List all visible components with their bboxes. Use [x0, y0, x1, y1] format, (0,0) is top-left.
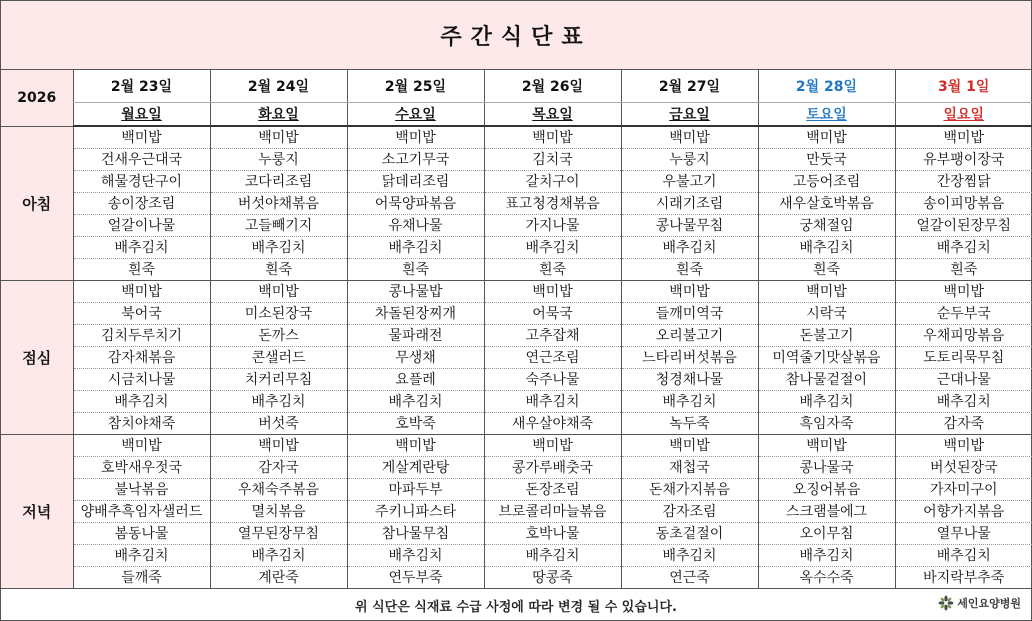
menu-cell: 호박죽 [347, 412, 484, 434]
weekday-label: 월요일 [121, 106, 162, 123]
weekday-header [895, 102, 1032, 126]
menu-cell: 김치국 [484, 148, 621, 170]
menu-cell: 청경채나물 [621, 368, 758, 390]
menu-cell: 배추김치 [621, 390, 758, 412]
menu-row [1, 258, 1032, 280]
menu-cell: 배추김치 [758, 236, 895, 258]
weekday-label: 토요일 [806, 106, 847, 123]
menu-cell: 백미밥 [621, 280, 758, 302]
menu-cell: 소고기무국 [347, 148, 484, 170]
menu-cell: 백미밥 [73, 434, 210, 456]
menu-cell: 녹두죽 [621, 412, 758, 434]
menu-cell: 들깨죽 [73, 566, 210, 588]
title-bar [1, 1, 1031, 70]
weekday-label: 목요일 [532, 106, 573, 123]
menu-cell: 백미밥 [73, 280, 210, 302]
menu-cell: 흰죽 [73, 258, 210, 280]
menu-cell: 우불고기 [621, 170, 758, 192]
menu-cell: 버섯야채볶음 [210, 192, 347, 214]
menu-cell: 배추김치 [210, 236, 347, 258]
menu-cell: 근대나물 [895, 368, 1032, 390]
menu-cell: 가지나물 [484, 214, 621, 236]
menu-cell: 백미밥 [210, 126, 347, 148]
meal-label: 저녁 [1, 434, 73, 588]
menu-cell: 불낙볶음 [73, 478, 210, 500]
menu-cell: 콘샐러드 [210, 346, 347, 368]
menu-cell: 어묵국 [484, 302, 621, 324]
menu-cell: 스크램블에그 [758, 500, 895, 522]
menu-cell: 주키니파스타 [347, 500, 484, 522]
menu-cell: 감자죽 [895, 412, 1032, 434]
weekday-row [1, 102, 1032, 126]
menu-cell: 백미밥 [621, 126, 758, 148]
menu-cell: 송이피망볶음 [895, 192, 1032, 214]
menu-cell: 가자미구이 [895, 478, 1032, 500]
menu-cell: 무생채 [347, 346, 484, 368]
weekday-header [758, 102, 895, 126]
menu-row [1, 236, 1032, 258]
menu-cell: 숙주나물 [484, 368, 621, 390]
menu-cell: 돈불고기 [758, 324, 895, 346]
menu-cell: 들깨미역국 [621, 302, 758, 324]
menu-cell: 옥수수죽 [758, 566, 895, 588]
menu-cell: 마파두부 [347, 478, 484, 500]
menu-row [1, 324, 1032, 346]
menu-cell: 백미밥 [347, 434, 484, 456]
menu-cell: 도토리묵무침 [895, 346, 1032, 368]
footer-notice: 위 식단은 식재료 수급 사정에 따라 변경 될 수 있습니다. [355, 600, 677, 615]
weekday-header [347, 102, 484, 126]
menu-row [1, 456, 1032, 478]
menu-cell: 백미밥 [758, 434, 895, 456]
menu-row [1, 214, 1032, 236]
menu-cell: 콩나물국 [758, 456, 895, 478]
menu-cell: 배추김치 [73, 236, 210, 258]
menu-cell: 북어국 [73, 302, 210, 324]
menu-cell: 치커리무침 [210, 368, 347, 390]
menu-row [1, 170, 1032, 192]
menu-cell: 어묵양파볶음 [347, 192, 484, 214]
menu-cell: 배추김치 [484, 390, 621, 412]
menu-cell: 송이장조림 [73, 192, 210, 214]
menu-cell: 연두부죽 [347, 566, 484, 588]
menu-cell: 동초겉절이 [621, 522, 758, 544]
menu-cell: 우채피망볶음 [895, 324, 1032, 346]
menu-cell: 어향가지볶음 [895, 500, 1032, 522]
menu-cell: 재첩국 [621, 456, 758, 478]
menu-cell: 버섯죽 [210, 412, 347, 434]
menu-cell: 배추김치 [73, 390, 210, 412]
date-header: 2월 26일 [484, 70, 621, 102]
menu-row [1, 126, 1032, 148]
menu-cell: 백미밥 [73, 126, 210, 148]
menu-cell: 김치두루치기 [73, 324, 210, 346]
menu-cell: 오징어볶음 [758, 478, 895, 500]
menu-cell: 계란죽 [210, 566, 347, 588]
weekday-header [621, 102, 758, 126]
menu-cell: 열무된장무침 [210, 522, 347, 544]
menu-cell: 우채숙주볶음 [210, 478, 347, 500]
menu-cell: 콩가루배춧국 [484, 456, 621, 478]
menu-cell: 새우살호박볶음 [758, 192, 895, 214]
weekday-label: 금요일 [669, 106, 710, 123]
menu-cell: 백미밥 [484, 126, 621, 148]
menu-cell: 배추김치 [621, 236, 758, 258]
menu-cell: 백미밥 [347, 126, 484, 148]
menu-cell: 백미밥 [621, 434, 758, 456]
menu-cell: 고등어조림 [758, 170, 895, 192]
menu-cell: 배추김치 [484, 236, 621, 258]
menu-row [1, 148, 1032, 170]
menu-cell: 표고청경채볶음 [484, 192, 621, 214]
menu-cell: 시금치나물 [73, 368, 210, 390]
menu-cell: 콩나물무침 [621, 214, 758, 236]
menu-cell: 감자채볶음 [73, 346, 210, 368]
menu-row [1, 434, 1032, 456]
menu-cell: 물파래전 [347, 324, 484, 346]
menu-cell: 바지락부추죽 [895, 566, 1032, 588]
menu-cell: 유채나물 [347, 214, 484, 236]
menu-table [1, 70, 1032, 589]
weekday-label: 화요일 [258, 106, 299, 123]
menu-cell: 간장찜닭 [895, 170, 1032, 192]
menu-cell: 느타리버섯볶음 [621, 346, 758, 368]
menu-cell: 갈치구이 [484, 170, 621, 192]
menu-cell: 백미밥 [758, 280, 895, 302]
menu-cell: 배추김치 [73, 544, 210, 566]
menu-cell: 배추김치 [347, 236, 484, 258]
menu-cell: 유부팽이장국 [895, 148, 1032, 170]
meal-label: 아침 [1, 126, 73, 280]
weekday-label: 일요일 [943, 106, 985, 123]
menu-cell: 배추김치 [347, 390, 484, 412]
weekday-label: 수요일 [395, 106, 436, 123]
menu-cell: 콩나물밥 [347, 280, 484, 302]
menu-cell: 시락국 [758, 302, 895, 324]
menu-row [1, 544, 1032, 566]
menu-cell: 누룽지 [210, 148, 347, 170]
menu-cell: 얼갈이나물 [73, 214, 210, 236]
date-header: 2월 25일 [347, 70, 484, 102]
date-header: 2월 23일 [73, 70, 210, 102]
menu-cell: 백미밥 [484, 434, 621, 456]
menu-cell: 차돌된장찌개 [347, 302, 484, 324]
menu-row [1, 500, 1032, 522]
menu-cell: 요플레 [347, 368, 484, 390]
weekday-header [73, 102, 210, 126]
menu-cell: 돈장조림 [484, 478, 621, 500]
menu-row [1, 346, 1032, 368]
date-header: 3월 1일 [895, 70, 1032, 102]
menu-cell: 순두부국 [895, 302, 1032, 324]
menu-cell: 오이무침 [758, 522, 895, 544]
meal-label: 점심 [1, 280, 73, 434]
menu-cell: 양배추흑임자샐러드 [73, 500, 210, 522]
menu-cell: 백미밥 [210, 280, 347, 302]
menu-row [1, 280, 1032, 302]
menu-cell: 배추김치 [758, 544, 895, 566]
menu-cell: 게살계란탕 [347, 456, 484, 478]
menu-cell: 연근조림 [484, 346, 621, 368]
menu-cell: 흰죽 [484, 258, 621, 280]
menu-cell: 백미밥 [895, 280, 1032, 302]
menu-cell: 버섯된장국 [895, 456, 1032, 478]
menu-cell: 돈채가지볶음 [621, 478, 758, 500]
footer [1, 590, 1031, 621]
menu-cell: 브로콜리마늘볶음 [484, 500, 621, 522]
menu-row [1, 302, 1032, 324]
date-header: 2월 24일 [210, 70, 347, 102]
menu-cell: 해물경단구이 [73, 170, 210, 192]
menu-cell: 흰죽 [347, 258, 484, 280]
menu-cell: 배추김치 [210, 390, 347, 412]
menu-cell: 배추김치 [484, 544, 621, 566]
menu-cell: 백미밥 [210, 434, 347, 456]
menu-cell: 배추김치 [758, 390, 895, 412]
menu-row [1, 412, 1032, 434]
menu-cell: 열무나물 [895, 522, 1032, 544]
menu-cell: 연근죽 [621, 566, 758, 588]
menu-row [1, 390, 1032, 412]
menu-cell: 감자조림 [621, 500, 758, 522]
menu-cell: 호박나물 [484, 522, 621, 544]
menu-cell: 배추김치 [895, 390, 1032, 412]
menu-cell: 봄동나물 [73, 522, 210, 544]
leaf-cluster-icon [938, 595, 954, 611]
menu-row [1, 522, 1032, 544]
menu-cell: 참나물무침 [347, 522, 484, 544]
menu-cell: 닭데리조림 [347, 170, 484, 192]
menu-cell: 땅콩죽 [484, 566, 621, 588]
menu-cell: 얼갈이된장무침 [895, 214, 1032, 236]
menu-cell: 미소된장국 [210, 302, 347, 324]
date-row [1, 70, 1032, 102]
menu-cell: 백미밥 [895, 126, 1032, 148]
page-title: 주간식단표 [440, 24, 592, 50]
date-header: 2월 27일 [621, 70, 758, 102]
menu-cell: 시래기조림 [621, 192, 758, 214]
menu-row [1, 566, 1032, 588]
menu-cell: 흰죽 [210, 258, 347, 280]
menu-cell: 배추김치 [210, 544, 347, 566]
menu-cell: 백미밥 [758, 126, 895, 148]
menu-row [1, 368, 1032, 390]
menu-cell: 배추김치 [347, 544, 484, 566]
menu-cell: 고추잡채 [484, 324, 621, 346]
hospital-logo [938, 595, 1021, 611]
menu-cell: 흰죽 [758, 258, 895, 280]
menu-cell: 배추김치 [895, 236, 1032, 258]
menu-row [1, 478, 1032, 500]
menu-cell: 돈까스 [210, 324, 347, 346]
date-header: 2월 28일 [758, 70, 895, 102]
menu-cell: 오리불고기 [621, 324, 758, 346]
menu-cell: 흰죽 [895, 258, 1032, 280]
menu-cell: 백미밥 [484, 280, 621, 302]
year-cell: 2026 [1, 70, 73, 126]
menu-cell: 참나물겉절이 [758, 368, 895, 390]
menu-cell: 누룽지 [621, 148, 758, 170]
menu-cell: 건새우근대국 [73, 148, 210, 170]
menu-cell: 백미밥 [895, 434, 1032, 456]
menu-cell: 궁채절임 [758, 214, 895, 236]
menu-cell: 감자국 [210, 456, 347, 478]
menu-cell: 참치야채죽 [73, 412, 210, 434]
menu-row [1, 192, 1032, 214]
menu-cell: 미역줄기맛살볶음 [758, 346, 895, 368]
menu-cell: 고들빼기지 [210, 214, 347, 236]
weekday-header [484, 102, 621, 126]
menu-cell: 흰죽 [621, 258, 758, 280]
menu-cell: 호박새우젓국 [73, 456, 210, 478]
menu-cell: 새우살야채죽 [484, 412, 621, 434]
menu-cell: 만둣국 [758, 148, 895, 170]
menu-cell: 배추김치 [895, 544, 1032, 566]
menu-cell: 코다리조림 [210, 170, 347, 192]
weekday-header [210, 102, 347, 126]
menu-cell: 흑임자죽 [758, 412, 895, 434]
menu-cell: 멸치볶음 [210, 500, 347, 522]
logo-text: 세인요양병원 [957, 597, 1021, 610]
menu-cell: 배추김치 [621, 544, 758, 566]
